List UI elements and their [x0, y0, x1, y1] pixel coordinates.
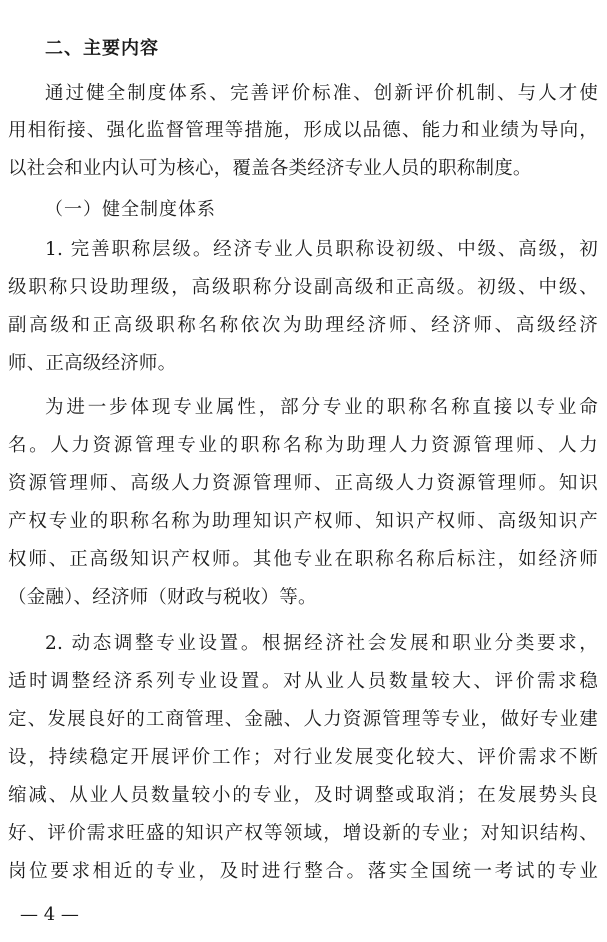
- page-number: — 4 —: [20, 904, 79, 925]
- paragraph-line: 1. 完善职称层级。经济专业人员职称设初级、中级、高级，初: [45, 239, 598, 260]
- paragraph-line: 名。人力资源管理专业的职称名称为助理人力资源管理师、人力: [8, 435, 598, 456]
- paragraph-line: 级职称只设助理级，高级职称分设副高级和正高级。初级、中级、: [8, 277, 598, 298]
- paragraph-line: 适时调整经济系列专业设置。对从业人员数量较大、评价需求稳: [8, 671, 598, 692]
- paragraph-line: 副高级和正高级职称名称依次为助理经济师、经济师、高级经济: [8, 315, 598, 336]
- section-heading: 二、主要内容: [45, 38, 159, 59]
- paragraph-line: 岗位要求相近的专业，及时进行整合。落实全国统一考试的专业: [8, 861, 598, 882]
- paragraph-line: 资源管理师、高级人力资源管理师、正高级人力资源管理师。知识: [8, 473, 598, 494]
- paragraph-line: 缩减、从业人员数量较小的专业，及时调整或取消；在发展势头良: [8, 785, 598, 806]
- paragraph-line: 设，持续稳定开展评价工作；对行业发展变化较大、评价需求不断: [8, 747, 598, 768]
- paragraph-line: 好、评价需求旺盛的知识产权等领域，增设新的专业；对知识结构、: [8, 823, 598, 844]
- paragraph-line: 为进一步体现专业属性，部分专业的职称名称直接以专业命: [45, 397, 598, 418]
- subsection-heading: （一）健全制度体系: [45, 199, 216, 220]
- paragraph-line: （金融）、经济师（财政与税收）等。: [8, 587, 317, 608]
- paragraph-line: 定、发展良好的工商管理、金融、人力资源管理等专业，做好专业建: [8, 709, 598, 730]
- paragraph-line: 以社会和业内认可为核心，覆盖各类经济专业人员的职称制度。: [8, 158, 532, 179]
- paragraph-line: 用相衔接、强化监督管理等措施，形成以品德、能力和业绩为导向，: [8, 120, 598, 141]
- paragraph-line: 产权专业的职称名称为助理知识产权师、知识产权师、高级知识产: [8, 511, 598, 532]
- paragraph-line: 通过健全制度体系、完善评价标准、创新评价机制、与人才使: [45, 83, 598, 104]
- paragraph-line: 权师、正高级知识产权师。其他专业在职称名称后标注，如经济师: [8, 549, 598, 570]
- paragraph-line: 师、正高级经济师。: [8, 353, 177, 374]
- paragraph-line: 2. 动态调整专业设置。根据经济社会发展和职业分类要求，: [45, 633, 598, 654]
